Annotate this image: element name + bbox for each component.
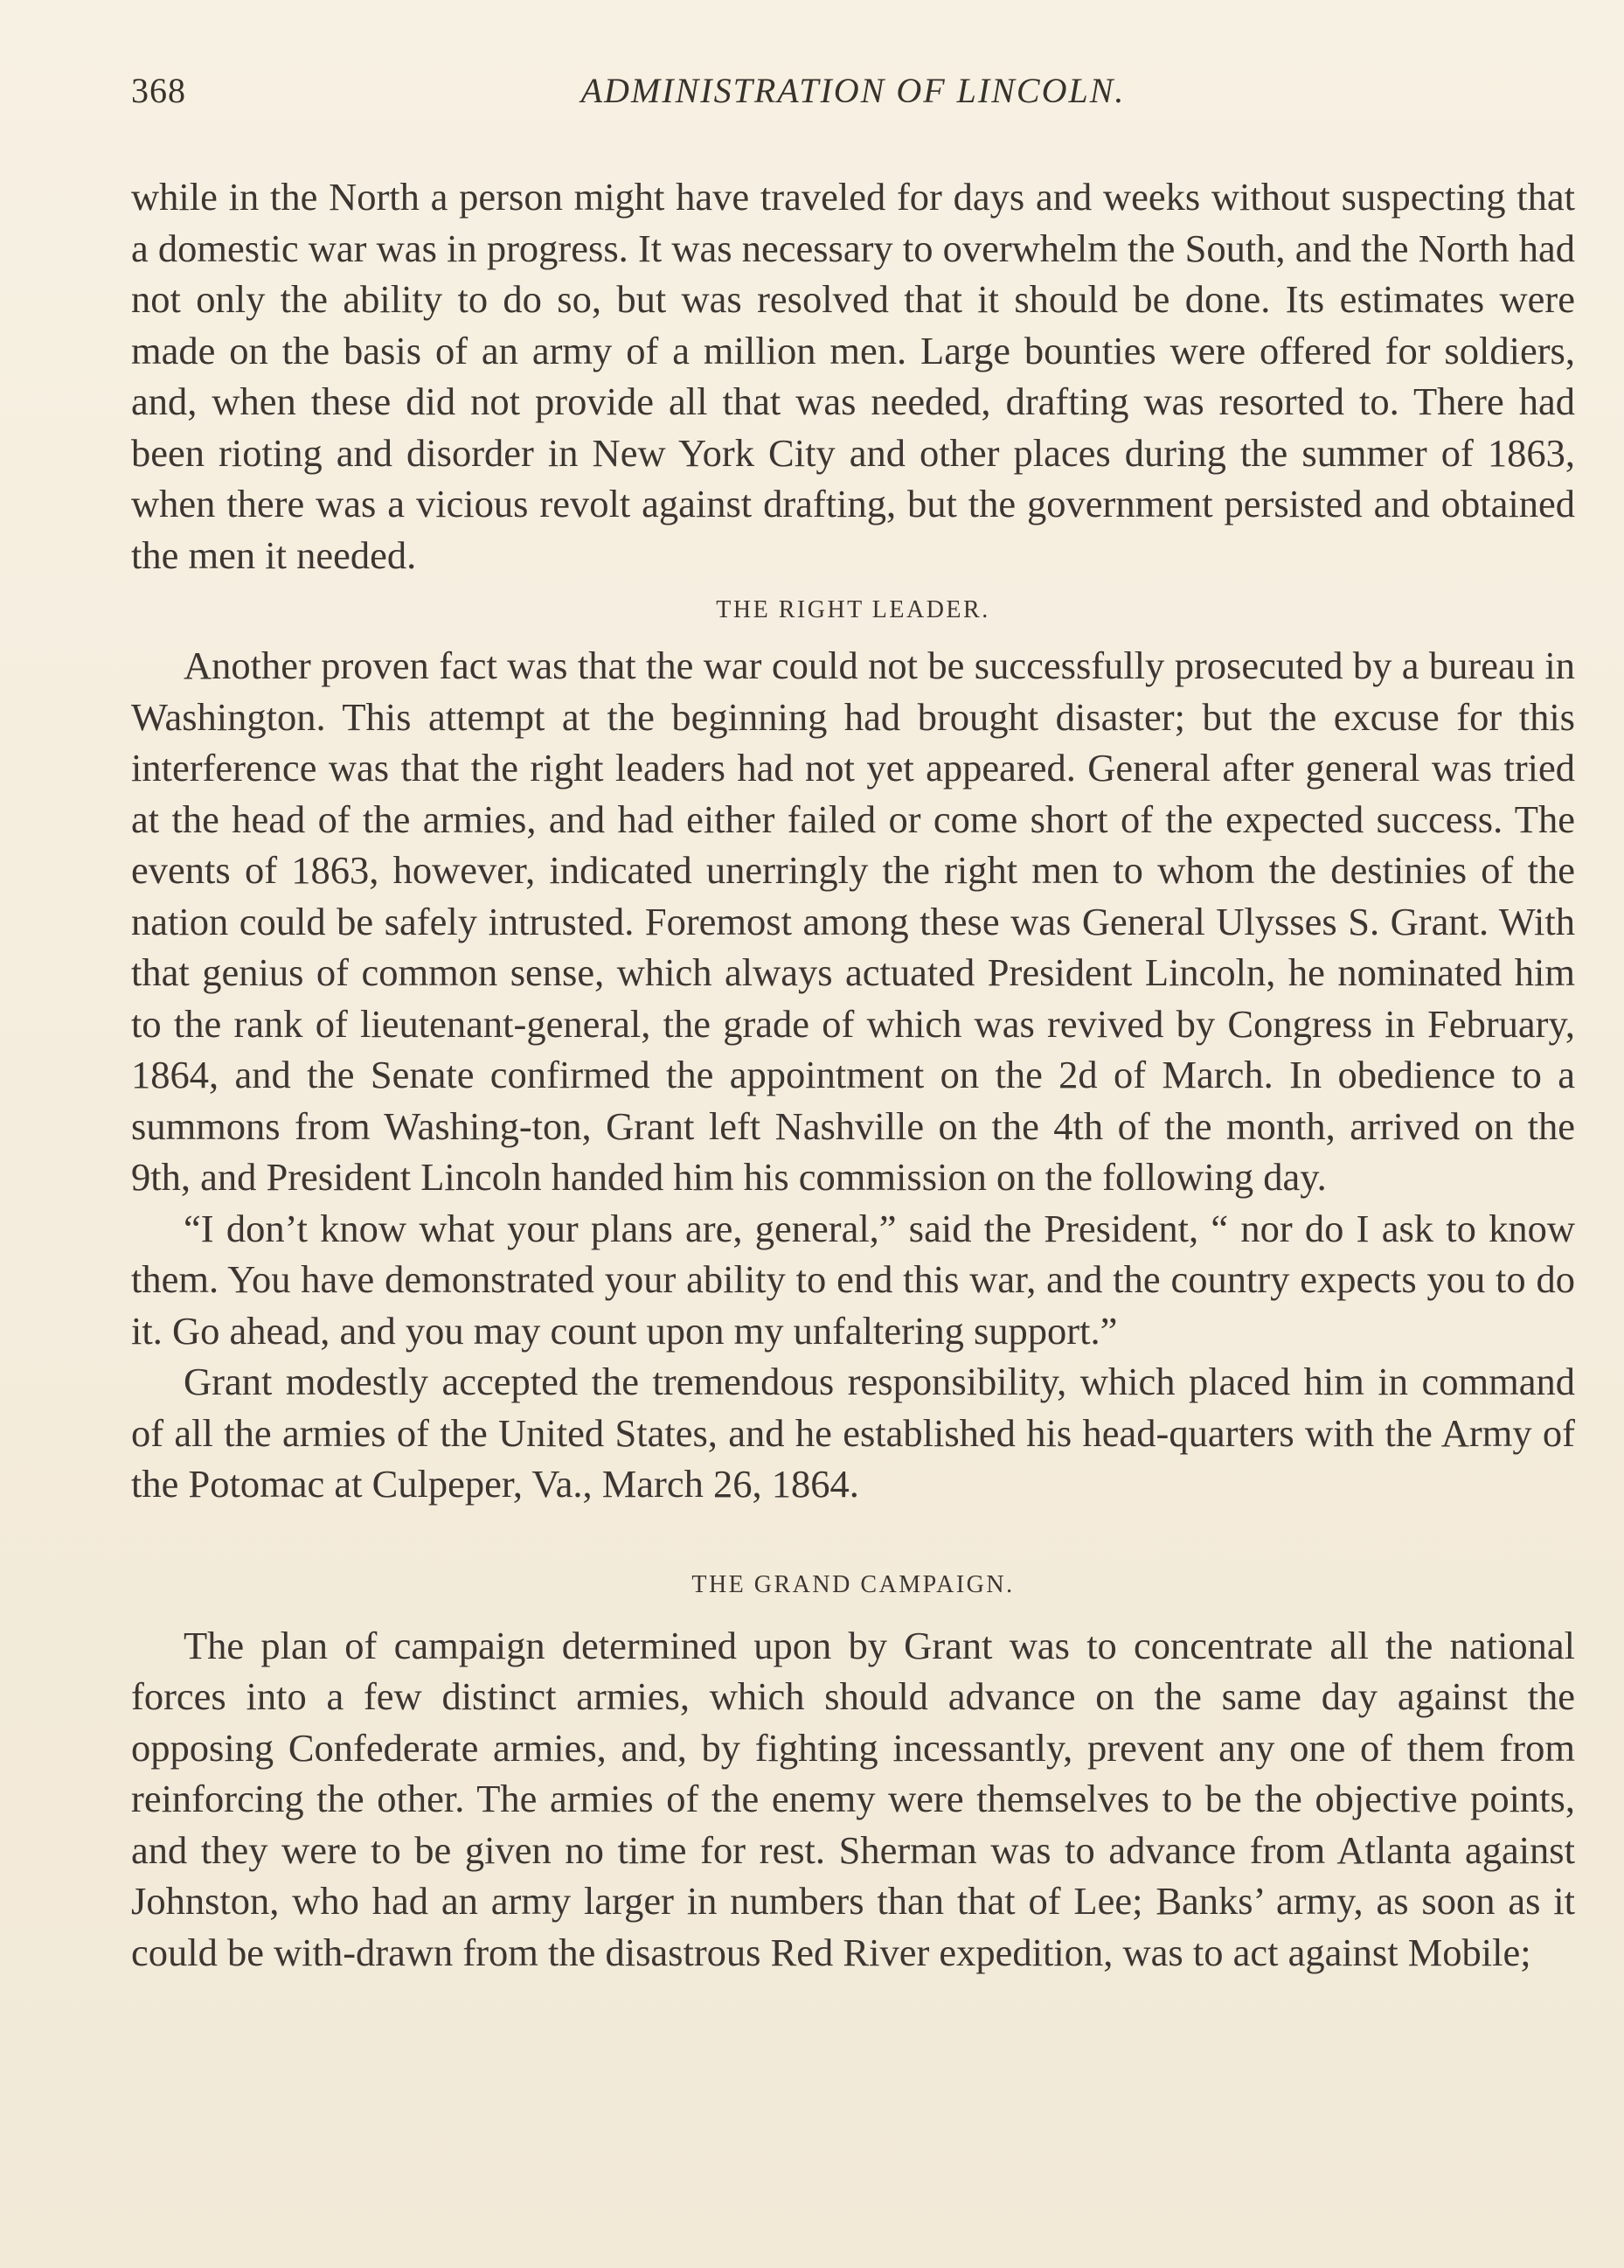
paragraph-quote: “I don’t know what your plans are, general,” said the President, “ nor do I ask to know them. You have demonstrated your ability to end this war, and the country expects you to do it. Go ahead, and you may count upon my unfaltering support.” bbox=[131, 1206, 1575, 1353]
running-title: ADMINISTRATION OF LINCOLN. bbox=[580, 71, 1126, 110]
running-head bbox=[131, 58, 1575, 119]
paragraph: Another proven fact was that the war could not be successfully prosecuted by a bureau in Washington. This attempt at the beginning had brought disaster; but the excuse for this interference was that the right leaders had not yet appeared. General after general was tried at the head of the armies, and had either failed or come short of the expected success. The events of 1863, however, indicated unerringly the right men to whom the destinies of the nation could be safely intrusted. Foremost among these was General Ulysses S. Grant. With that genius of common sense, which always actuated President Lincoln, he nominated him to the rank of lieutenant-general, the grade of which was revived by Congress in February, 1864, and the Senate confirmed the appointment on the 2d of March. In obedience to a summons from Washing-ton, Grant left Nashville on the 4th of the month, arrived on the 9th, and President Lincoln handed him his commission on the following day. bbox=[131, 644, 1575, 1199]
paragraph-continued: while in the North a person might have traveled for days and weeks without suspecting that a domestic war was in progress. It was necessary to overwhelm the South, and the North had not only the ability to do so, but was resolved that it should be done. Its estimates were made on the basis of an army of a million men. Large bounties were offered for soldiers, and, when these did not provide all that was needed, drafting was resorted to. There had been rioting and disorder in New York City and other places during the summer of 1863, when there was a vicious revolt against drafting, but the government persisted and obtained the men it needed. bbox=[131, 175, 1575, 577]
paragraph: Grant modestly accepted the tremendous responsibility, which placed him in command of all the armies of the United States, and he established his head-quarters with the Army of the Potomac at Culpeper, Va., March 26, 1864. bbox=[131, 1360, 1575, 1506]
page-number: 368 bbox=[131, 71, 186, 110]
section-heading-right-leader: THE RIGHT LEADER. bbox=[716, 596, 990, 623]
section-heading-grand-campaign: THE GRAND CAMPAIGN. bbox=[691, 1570, 1015, 1598]
body-text bbox=[131, 171, 1575, 1978]
page-content bbox=[131, 58, 1575, 1978]
paragraph: The plan of campaign determined upon by Grant was to concentrate all the national forces into a few distinct armies, which should advance on the same day against the opposing Confederate armies, and, by fighting incessantly, prevent any one of them from reinforcing the other. The armies of the enemy were themselves to be the objective points, and they were to be given no time for rest. Sherman was to advance from Atlanta against Johnston, who had an army larger in numbers than that of Lee; Banks’ army, as soon as it could be with-drawn from the disastrous Red River expedition, was to act against Mobile; bbox=[131, 1623, 1575, 1974]
